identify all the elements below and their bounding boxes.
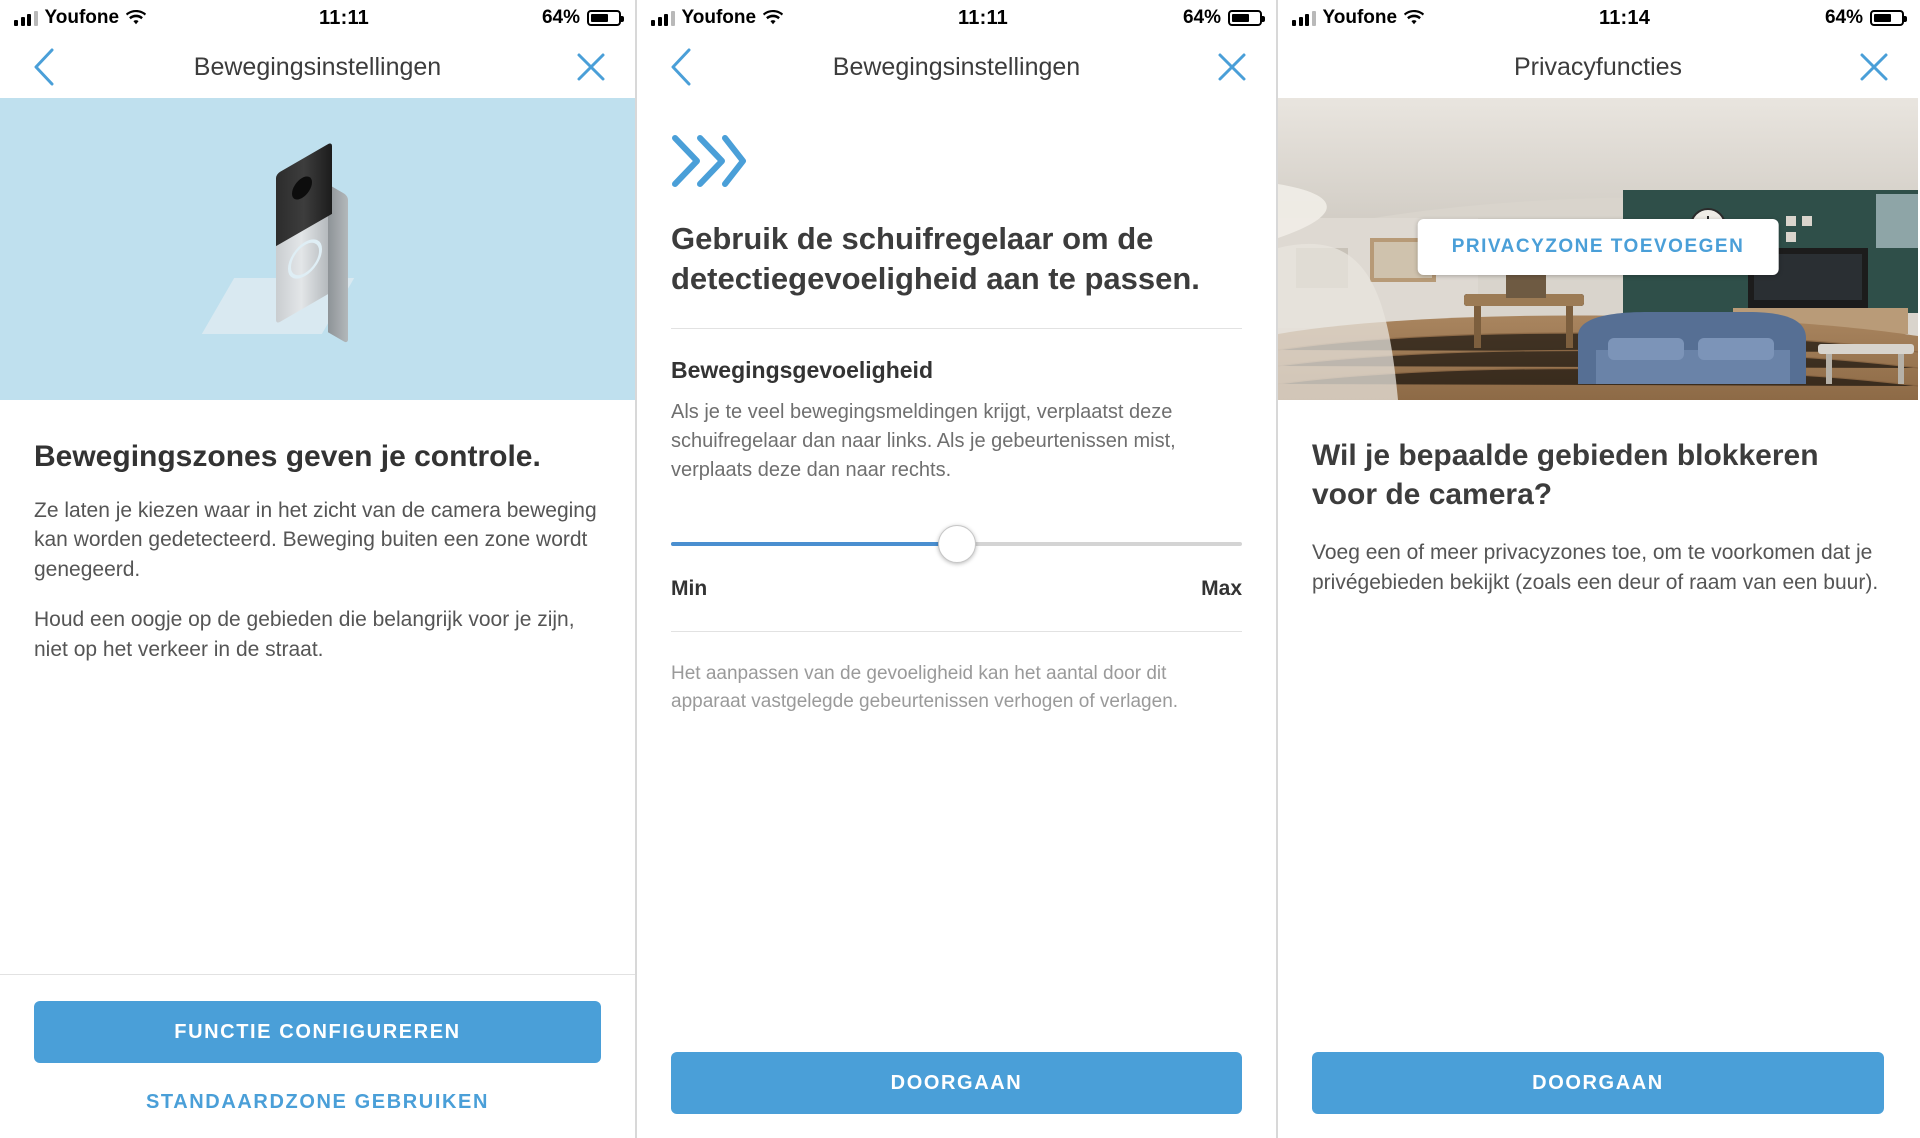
status-bar-right <box>542 7 621 29</box>
configure-feature-button[interactable]: FUNCTIE CONFIGUREREN <box>34 1001 601 1063</box>
divider <box>671 328 1242 329</box>
screen3-content <box>1278 400 1918 1052</box>
add-privacy-zone-button[interactable]: PRIVACYZONE TOEVOEGEN <box>1418 219 1779 275</box>
battery-percent-label: 64% <box>1182 7 1221 28</box>
close-button[interactable] <box>1852 45 1896 89</box>
clock-label: 11:11 <box>319 6 369 29</box>
screen2-content <box>637 98 1276 1052</box>
camera-living-room-preview <box>1278 98 1918 400</box>
wifi-icon <box>1404 10 1424 26</box>
nav-bar <box>637 36 1276 98</box>
triple-chevron-right-icon <box>671 132 1242 195</box>
body-paragraph-2: Houd een oogje op de gebieden die belangrijk voor je zijn, niet op het verkeer in de straat. <box>34 607 575 661</box>
back-button[interactable] <box>22 45 66 89</box>
screen2-actions <box>637 1052 1276 1138</box>
carrier-label: Youfone <box>1322 7 1398 28</box>
screen1-actions <box>0 974 635 1138</box>
signal-strength-icon <box>14 10 38 26</box>
screen-privacy-features <box>1278 0 1918 1138</box>
status-bar-left <box>14 7 146 29</box>
headline: Bewegingszones geven je controle. <box>34 440 541 473</box>
close-button[interactable] <box>1210 45 1254 89</box>
nav-bar <box>1278 36 1918 98</box>
body-paragraph-1: Ze laten je kiezen waar in het zicht van de camera beweging kan worden gedetecteerd. Beweging buiten een zone wordt genegeerd. <box>34 498 597 582</box>
divider-2 <box>671 631 1242 632</box>
status-bar <box>1278 0 1918 36</box>
battery-percent-label: 64% <box>1824 7 1863 28</box>
sensitivity-section-title: Bewegingsgevoeligheid <box>671 357 933 384</box>
wifi-icon <box>126 10 146 26</box>
slider-max-label: Max <box>1201 577 1242 601</box>
screen-motion-zones <box>0 0 637 1138</box>
nav-bar <box>0 36 635 98</box>
status-bar <box>637 0 1276 36</box>
sensitivity-headline: Gebruik de schuifregelaar om de detectiegevoeligheid aan te passen. <box>671 221 1200 296</box>
doorbell-art <box>218 154 418 344</box>
slider-thumb[interactable] <box>938 525 976 563</box>
screen3-actions <box>1278 1052 1918 1138</box>
status-bar-left <box>651 7 783 29</box>
use-default-zone-button[interactable]: STANDAARDZONE GEBRUIKEN <box>34 1091 601 1114</box>
battery-icon <box>1228 10 1262 26</box>
page-title: Bewegingsinstellingen <box>832 52 1081 81</box>
slider-min-label: Min <box>671 577 708 601</box>
slider-labels <box>671 577 1242 601</box>
wifi-icon <box>763 10 783 26</box>
continue-button[interactable]: DOORGAAN <box>1312 1052 1884 1114</box>
status-bar-right <box>1183 7 1262 29</box>
continue-button[interactable]: DOORGAAN <box>671 1052 1242 1114</box>
battery-icon <box>1870 10 1904 26</box>
clock-label: 11:14 <box>1599 6 1651 29</box>
screen-motion-sensitivity <box>637 0 1278 1138</box>
close-button[interactable] <box>569 45 613 89</box>
sensitivity-section-text: Als je te veel bewegingsmeldingen krijgt, verplaatst deze schuifregelaar dan naar links. Als je gebeurtenissen mist, verplaats deze dan naar rechts. <box>671 401 1176 482</box>
screen1-content <box>0 400 635 974</box>
status-bar-right <box>1825 7 1904 29</box>
sensitivity-slider[interactable] <box>671 525 1242 563</box>
slider-fill <box>671 542 957 546</box>
status-bar <box>0 0 635 36</box>
page-title: Bewegingsinstellingen <box>193 52 442 81</box>
signal-strength-icon <box>651 10 675 26</box>
clock-label: 11:11 <box>958 6 1008 29</box>
battery-percent-label: 64% <box>541 7 580 28</box>
status-bar-left <box>1292 7 1424 29</box>
carrier-label: Youfone <box>681 7 757 28</box>
privacy-headline: Wil je bepaalde gebieden blokkeren voor de camera? <box>1312 439 1819 511</box>
back-button[interactable] <box>659 45 703 89</box>
signal-strength-icon <box>1292 10 1316 26</box>
privacy-paragraph: Voeg een of meer privacyzones toe, om te voorkomen dat je privégebieden bekijkt (zoals een deur of raam van een buur). <box>1312 541 1879 594</box>
sensitivity-footnote: Het aanpassen van de gevoeligheid kan het aantal door dit apparaat vastgelegde gebeurtenissen verhogen of verlagen. <box>671 663 1179 712</box>
video-doorbell-illustration <box>0 98 635 400</box>
carrier-label: Youfone <box>44 7 120 28</box>
page-title: Privacyfuncties <box>1513 52 1683 81</box>
battery-icon <box>587 10 621 26</box>
